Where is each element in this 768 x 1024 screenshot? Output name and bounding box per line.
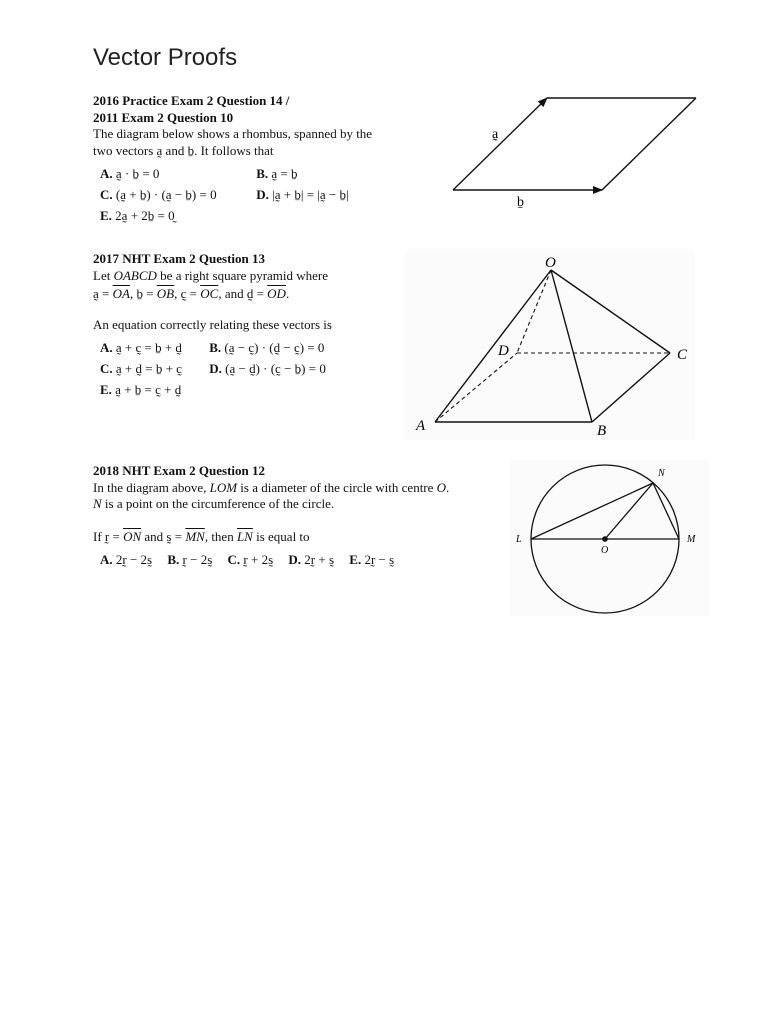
q2-option-b[interactable]: B. (a̰ − c̰) · (d̰ − c̰) = 0 bbox=[209, 340, 325, 355]
question-2 bbox=[93, 251, 332, 400]
q1-option-d[interactable]: D. |a̰ + ḇ| = |a̰ − ḇ| bbox=[256, 187, 349, 202]
q1-option-c[interactable]: C. (a̰ + ḇ) · (a̰ − ḇ) = 0 bbox=[100, 187, 217, 202]
q3-heading: 2018 NHT Exam 2 Question 12 bbox=[93, 463, 266, 478]
q2-option-d[interactable]: D. (a̰ − d̰) · (c̰ − ḇ) = 0 bbox=[209, 361, 326, 376]
q3-option-b[interactable]: B. r̰ − 2s̰ bbox=[167, 552, 213, 567]
q3-option-e[interactable]: E. 2r̰ − s̰ bbox=[349, 552, 395, 567]
q3-options bbox=[100, 549, 449, 570]
q3-option-c[interactable]: C. r̰ + 2s̰ bbox=[227, 552, 274, 567]
q3-text-2: N is a point on the circumference of the circle. bbox=[93, 496, 335, 511]
q1-option-a[interactable]: A. a̰ · ḇ = 0 bbox=[100, 166, 160, 181]
centre-point bbox=[602, 536, 608, 542]
q2-text-2: An equation correctly relating these vectors is bbox=[93, 316, 332, 332]
rhombus-label-a: a̰ bbox=[492, 127, 499, 142]
q3-option-a[interactable]: A. 2r̰ − 2s̰ bbox=[100, 552, 153, 567]
circle-label-O: O bbox=[601, 545, 609, 556]
circle-diagram bbox=[510, 460, 710, 616]
q1-heading-1: 2016 Practice Exam 2 Question 14 / bbox=[93, 93, 290, 108]
q2-definitions: a̰ = $\overline{OA}$, ḇ = $\overline{OB}$, c̰ = $\overline{OC}$, and d̰ = $\overline{OD}$. bbox=[93, 286, 290, 301]
circle-label-L: L bbox=[516, 534, 522, 545]
pyramid-diagram bbox=[405, 250, 695, 440]
circle-label-N: N bbox=[658, 468, 665, 479]
q2-text-1: Let OABCD be a right square pyramid where bbox=[93, 267, 329, 283]
q3-question: If r̰ = $\overline{ON}$ and s̰ = $\overline{MN}$, then $\overline{LN}$ is equal to bbox=[93, 528, 310, 544]
pyramid-label-B: B bbox=[597, 423, 607, 439]
pyramid-label-C: C bbox=[677, 347, 688, 363]
q1-option-e[interactable]: E. 2a̰ + 2ḇ = 0̰ bbox=[100, 208, 175, 223]
vector-a-arrow bbox=[453, 98, 547, 190]
question-1 bbox=[93, 93, 372, 226]
q2-option-e[interactable]: E. a̰ + ḇ = c̰ + d̰ bbox=[100, 382, 182, 397]
page-title: Vector Proofs bbox=[93, 44, 238, 71]
q3-text-1: In the diagram above, LOM is a diameter of the circle with centre O. bbox=[93, 479, 450, 495]
pyramid-label-O: O bbox=[545, 255, 556, 271]
rhombus-right-side bbox=[602, 98, 696, 190]
rhombus-diagram bbox=[440, 88, 710, 213]
q2-option-a[interactable]: A. a̰ + c̰ = ḇ + d̰ bbox=[100, 340, 182, 355]
q1-text-1: The diagram below shows a rhombus, spanned by the bbox=[93, 126, 373, 141]
q2-heading: 2017 NHT Exam 2 Question 13 bbox=[93, 251, 266, 266]
q1-text-2: two vectors a̰ and ḇ. It follows that bbox=[93, 142, 274, 158]
pyramid-label-D: D bbox=[498, 343, 509, 359]
question-3 bbox=[93, 463, 449, 570]
pyramid-label-A: A bbox=[416, 418, 426, 434]
q1-heading-2: 2011 Exam 2 Question 10 bbox=[93, 109, 234, 125]
circle-label-M: M bbox=[687, 534, 696, 545]
q2-option-c[interactable]: C. a̰ + d̰ = ḇ + c̰ bbox=[100, 361, 182, 376]
q1-option-b[interactable]: B. a̰ = ḇ bbox=[256, 166, 298, 181]
q3-option-d[interactable]: D. 2r̰ + s̰ bbox=[288, 552, 335, 567]
q1-options bbox=[100, 163, 372, 226]
rhombus-label-b: ḇ bbox=[517, 195, 524, 210]
q2-options bbox=[100, 337, 332, 400]
